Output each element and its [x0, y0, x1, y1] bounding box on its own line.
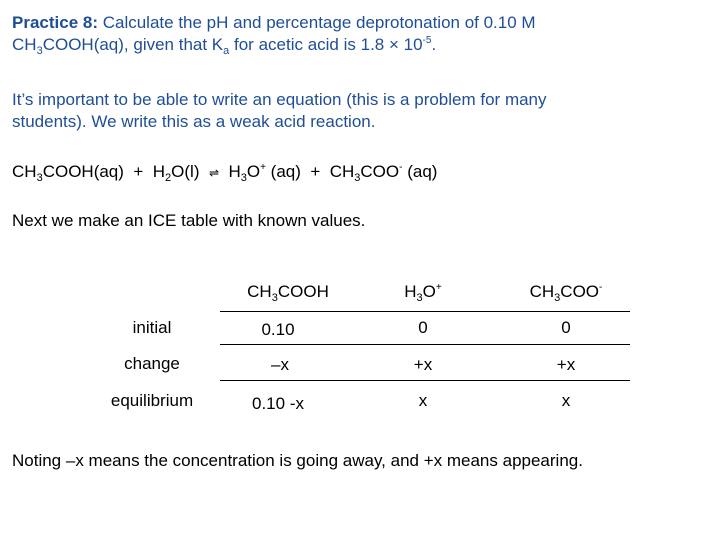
eq-sub: 3 — [36, 172, 43, 184]
header-sub: 3 — [554, 292, 561, 304]
table-cell: x — [561, 391, 571, 410]
header-text: COOH — [277, 282, 329, 301]
table-divider — [220, 344, 630, 345]
eq-part: COO — [360, 162, 400, 181]
column-header — [404, 281, 441, 303]
practice-sub-3: 3 — [36, 45, 43, 57]
practice-text-2a: CH — [12, 35, 37, 54]
practice-text-2b: COOH(aq), given that K — [42, 35, 224, 54]
practice-text-2d: . — [431, 35, 437, 54]
practice-label: Practice 8: — [12, 13, 98, 32]
eq-part: O — [246, 162, 261, 181]
practice-problem — [12, 12, 536, 56]
table-cell: 0 — [418, 318, 428, 337]
header-sub: 3 — [416, 292, 423, 304]
eq-part: H — [219, 162, 241, 181]
ice-intro: Next we make an ICE table with known values. — [12, 211, 366, 230]
intro-line-1: It’s important to be able to write an equation (this is a problem for many — [12, 90, 547, 109]
header-charge: - — [599, 282, 603, 293]
practice-text-2c: for acetic acid is 1.8 × 10 — [229, 35, 423, 54]
eq-sub: 3 — [240, 172, 247, 184]
header-text: CH — [247, 282, 272, 301]
intro-line-2: students). We write this as a weak acid reaction. — [12, 112, 376, 131]
column-header — [530, 281, 603, 303]
table-divider — [220, 380, 630, 381]
header-charge: + — [435, 282, 442, 293]
table-cell: 0.10 -x — [252, 394, 304, 413]
header-sub: 3 — [271, 292, 278, 304]
eq-sub: 3 — [354, 172, 361, 184]
eq-part: (aq) — [402, 162, 438, 181]
table-cell: +x — [556, 355, 576, 374]
noting-paragraph: Noting –x means the concentration is going away, and +x means appearing. — [12, 451, 583, 470]
eq-charge: + — [260, 162, 266, 173]
eq-part: COOH(aq) + H — [42, 162, 166, 181]
intro-paragraph — [12, 89, 547, 133]
row-label: initial — [132, 318, 172, 337]
practice-text-1: Calculate the pH and percentage deprotonation of 0.10 M — [98, 13, 536, 32]
practice-sup-exp: -5 — [422, 35, 432, 46]
table-cell: +x — [413, 355, 433, 374]
eq-part: (aq) + CH — [265, 162, 355, 181]
equilibrium-arrow-icon: ⇌ — [208, 166, 219, 180]
eq-part: O(l) — [171, 162, 209, 181]
eq-part: CH — [12, 162, 37, 181]
header-text: COO — [560, 282, 600, 301]
table-cell: x — [418, 391, 428, 410]
table-cell: 0 — [561, 318, 571, 337]
column-header — [247, 281, 329, 303]
eq-charge: - — [399, 162, 403, 173]
table-cell: –x — [271, 355, 289, 374]
table-cell: 0.10 — [261, 320, 295, 339]
row-label: equilibrium — [110, 391, 194, 410]
reaction-equation — [12, 161, 437, 184]
practice-sub-a: a — [223, 45, 230, 57]
table-divider-top — [220, 311, 630, 312]
header-text: CH — [529, 282, 555, 301]
eq-sub: 2 — [165, 172, 172, 184]
header-text: H — [404, 282, 417, 301]
header-text: O — [422, 282, 436, 301]
row-label: change — [124, 354, 180, 373]
